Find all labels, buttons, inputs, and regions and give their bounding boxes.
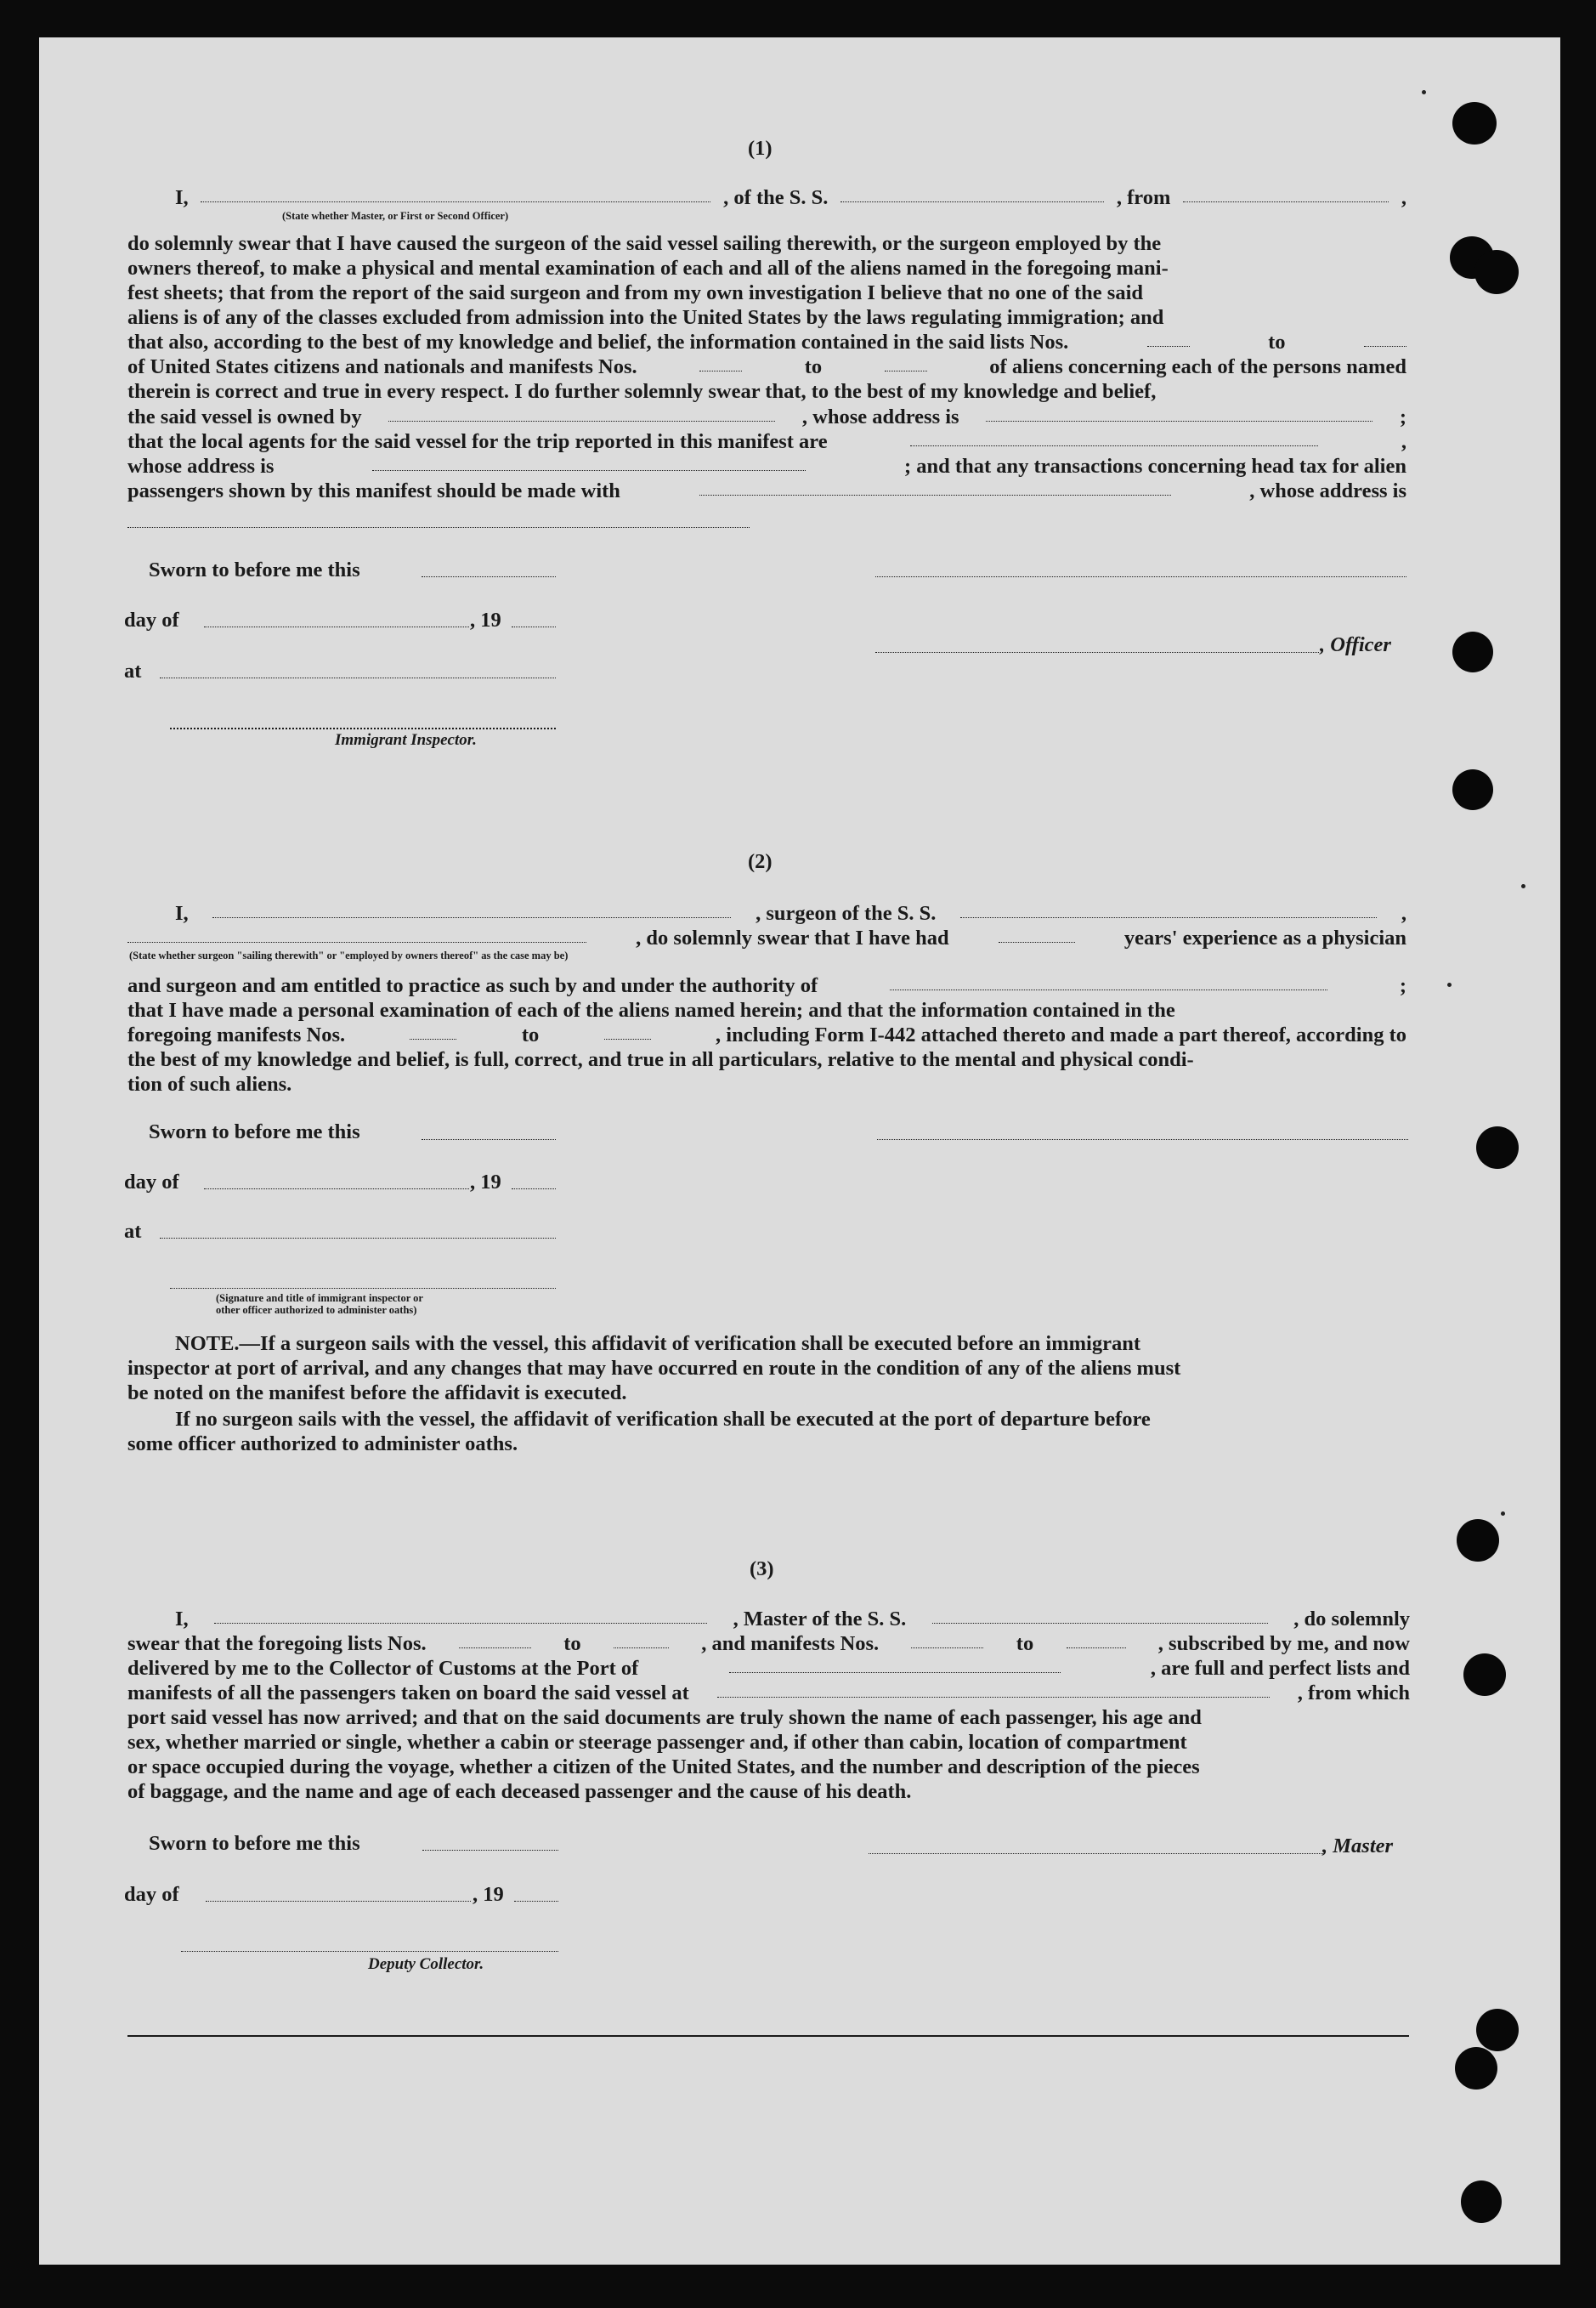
local-agents-field[interactable] [910, 429, 1318, 446]
s3-vessel-field[interactable] [932, 1607, 1268, 1624]
s2-body-line: the best of my knowledge and belief, is full, correct, and true in all particulars, relative to the mental and physical condi- [127, 1048, 1194, 1071]
list-no-to-field[interactable] [1364, 330, 1406, 347]
head-tax-contact-field[interactable] [699, 479, 1171, 496]
manifest-no-to-field[interactable] [885, 354, 927, 371]
note-paragraph-line: be noted on the manifest before the affidavit is executed. [127, 1381, 627, 1404]
section3-heading: (3) [750, 1557, 774, 1580]
s1-sworn-date-field[interactable] [422, 576, 556, 577]
s1-owner-line: the said vessel is owned by , whose address is ; [127, 405, 1406, 428]
deputy-collector-title: Deputy Collector. [368, 1955, 484, 1973]
s1-signature-field[interactable] [875, 576, 1406, 577]
surgeon-status-note: (State whether surgeon "sailing therewith" or "employed by owners thereof" as the case may be) [129, 950, 569, 961]
specks [1422, 90, 1426, 94]
punch-hole [1463, 1653, 1506, 1696]
specks [1501, 1511, 1505, 1516]
s2-signature-field[interactable] [877, 1139, 1408, 1140]
inspector-title: Immigrant Inspector. [335, 731, 477, 749]
s2-line-surgeon: I, , surgeon of the S. S. , [175, 902, 1406, 925]
master-title: , Master [1322, 1834, 1394, 1857]
years-experience-field[interactable] [999, 926, 1075, 943]
inspector-signature-field[interactable] [170, 728, 556, 729]
punch-hole [1461, 2180, 1502, 2223]
s2-day-label: day of [124, 1171, 179, 1194]
s2-vessel-field[interactable] [960, 901, 1377, 918]
vessel-name-field[interactable] [840, 185, 1104, 202]
s2-line-experience: , do solemnly swear that I have had years' experience as a physician [127, 926, 1406, 950]
note-paragraph-line: some officer authorized to administer oaths. [127, 1432, 518, 1455]
sig-note-line2: other officer authorized to administer oaths) [216, 1304, 417, 1316]
s2-sworn-date-field[interactable] [422, 1139, 556, 1140]
owner-field[interactable] [388, 405, 775, 422]
s1-body-line: do solemnly swear that I have caused the surgeon of the said vessel sailing therewith, or the surgeon employed by the [127, 232, 1162, 255]
authority-field[interactable] [890, 973, 1327, 990]
s3-sworn-date-field[interactable] [422, 1850, 558, 1851]
s3-sworn-label: Sworn to before me this [149, 1832, 360, 1855]
officer-title: , Officer [1320, 633, 1391, 656]
punch-hole [1455, 2047, 1497, 2090]
s3-body-line: port said vessel has now arrived; and that on the said documents are truly shown the name of each passenger, his age and [127, 1706, 1202, 1729]
master-name-field[interactable] [214, 1607, 707, 1624]
s2-manifest-from-field[interactable] [410, 1023, 456, 1040]
s2-body-line: that I have made a personal examination of each of the aliens named herein; and that the information contained in the [127, 999, 1175, 1022]
s3-manifest-to-field[interactable] [1067, 1631, 1126, 1648]
s1-day-label: day of [124, 609, 179, 632]
s1-body-line: therein is correct and true in every respect. I do further solemnly swear that, to the best of my knowledge and belief, [127, 380, 1157, 403]
note-paragraph-line: NOTE.—If a surgeon sails with the vessel, this affidavit of verification shall be executed before an immigrant [175, 1332, 1141, 1355]
s3-list-to-field[interactable] [614, 1631, 669, 1648]
punch-hole [1457, 1519, 1499, 1562]
s3-body-line: of baggage, and the name and age of each deceased passenger and the cause of his death. [127, 1780, 912, 1803]
owner-address-field[interactable] [986, 405, 1372, 422]
s2-month-field[interactable] [204, 1188, 469, 1189]
s2-line-authority: and surgeon and am entitled to practice as such by and under the authority of ; [127, 974, 1406, 997]
authorized-officer-signature-field[interactable] [170, 1288, 556, 1289]
s1-headtax-line: passengers shown by this manifest should be made with , whose address is [127, 479, 1406, 502]
s3-month-field[interactable] [206, 1901, 471, 1902]
s2-line-manifests: foregoing manifests Nos. to , including Form I-442 attached thereto and made a part thereof, according to [127, 1024, 1406, 1046]
punch-hole [1452, 632, 1493, 672]
section1-heading: (1) [748, 137, 773, 160]
punch-hole [1474, 250, 1519, 294]
s1-agents-line: that the local agents for the said vessel for the trip reported in this manifest are , [127, 430, 1406, 453]
punch-hole [1476, 1126, 1519, 1169]
s2-year-field[interactable] [512, 1188, 556, 1189]
s2-year-label: , 19 [470, 1171, 501, 1194]
s2-at-label: at [124, 1220, 142, 1243]
s3-list-from-field[interactable] [459, 1631, 531, 1648]
s1-line-oath-intro: I, , of the S. S. , from , [175, 186, 1406, 209]
officer-signature-field[interactable] [875, 652, 1319, 653]
punch-hole [1452, 769, 1493, 810]
s2-body-line: tion of such aliens. [127, 1073, 292, 1096]
s3-line-embarkation: manifests of all the passengers taken on board the said vessel at , from which [127, 1681, 1410, 1704]
s1-year-label: , 19 [470, 609, 501, 632]
s1-body-line: owners thereof, to make a physical and mental examination of each and all of the aliens named in the foregoing mani- [127, 257, 1169, 280]
master-signature-field[interactable] [869, 1853, 1323, 1854]
specks [1521, 884, 1525, 888]
s3-body-line: or space occupied during the voyage, whether a citizen of the United States, and the number and description of the pieces [127, 1755, 1200, 1778]
s3-year-label: , 19 [473, 1883, 504, 1906]
s1-body-line: aliens is of any of the classes excluded from admission into the United States by the laws regulating immigration; and [127, 306, 1164, 329]
specks [1447, 983, 1452, 987]
agent-address-field[interactable] [372, 454, 806, 471]
note-paragraph-line: If no surgeon sails with the vessel, the affidavit of verification shall be executed at the port of departure before [175, 1408, 1151, 1431]
surgeon-status-field[interactable] [127, 926, 586, 943]
s3-body-line: sex, whether married or single, whether a cabin or steerage passenger and, if other than cabin, location of compartment [127, 1731, 1187, 1754]
s2-sworn-label: Sworn to before me this [149, 1120, 360, 1143]
s2-manifest-to-field[interactable] [604, 1023, 651, 1040]
sig-note-line1: (Signature and title of immigrant inspector or [216, 1292, 423, 1304]
manifest-no-from-field[interactable] [699, 354, 742, 371]
port-of-arrival-field[interactable] [729, 1656, 1061, 1673]
s1-at-label: at [124, 660, 142, 683]
officer-rank-field[interactable] [201, 185, 710, 202]
embarkation-port-field[interactable] [717, 1681, 1270, 1698]
s1-lists-line: that also, according to the best of my knowledge and belief, the information contained in the said lists Nos. to [127, 330, 1406, 354]
list-no-from-field[interactable] [1147, 330, 1190, 347]
s3-line-lists: swear that the foregoing lists Nos. to , and manifests Nos. to , subscribed by me, and now [127, 1632, 1410, 1655]
bottom-rule [127, 2035, 1409, 2037]
surgeon-name-field[interactable] [212, 901, 731, 918]
note-paragraph-line: inspector at port of arrival, and any changes that may have occurred en route in the condition of any of the aliens must [127, 1357, 1181, 1380]
punch-hole [1476, 2009, 1519, 2051]
s1-body-line: fest sheets; that from the report of the said surgeon and from my own investigation I believe that no one of the said [127, 281, 1143, 304]
section2-heading: (2) [748, 850, 773, 873]
s1-agent-address-line: whose address is ; and that any transactions concerning head tax for alien [127, 455, 1406, 478]
s3-line-port: delivered by me to the Collector of Customs at the Port of , are full and perfect lists and [127, 1657, 1410, 1680]
s3-manifest-from-field[interactable] [911, 1631, 983, 1648]
officer-rank-note: (State whether Master, or First or Second Officer) [282, 210, 509, 222]
punch-hole [1452, 102, 1497, 145]
head-tax-address-field[interactable] [127, 527, 750, 528]
s1-sworn-label: Sworn to before me this [149, 559, 360, 581]
s2-place-field[interactable] [160, 1238, 556, 1239]
deputy-collector-signature-field[interactable] [181, 1951, 558, 1952]
s3-day-label: day of [124, 1883, 179, 1906]
departure-port-field[interactable] [1183, 185, 1389, 202]
s3-year-field[interactable] [514, 1901, 558, 1902]
s3-line-master: I, , Master of the S. S. , do solemnly [175, 1608, 1410, 1630]
s1-manifests-line: of United States citizens and nationals and manifests Nos. to of aliens concerning each of the persons named [127, 355, 1406, 378]
